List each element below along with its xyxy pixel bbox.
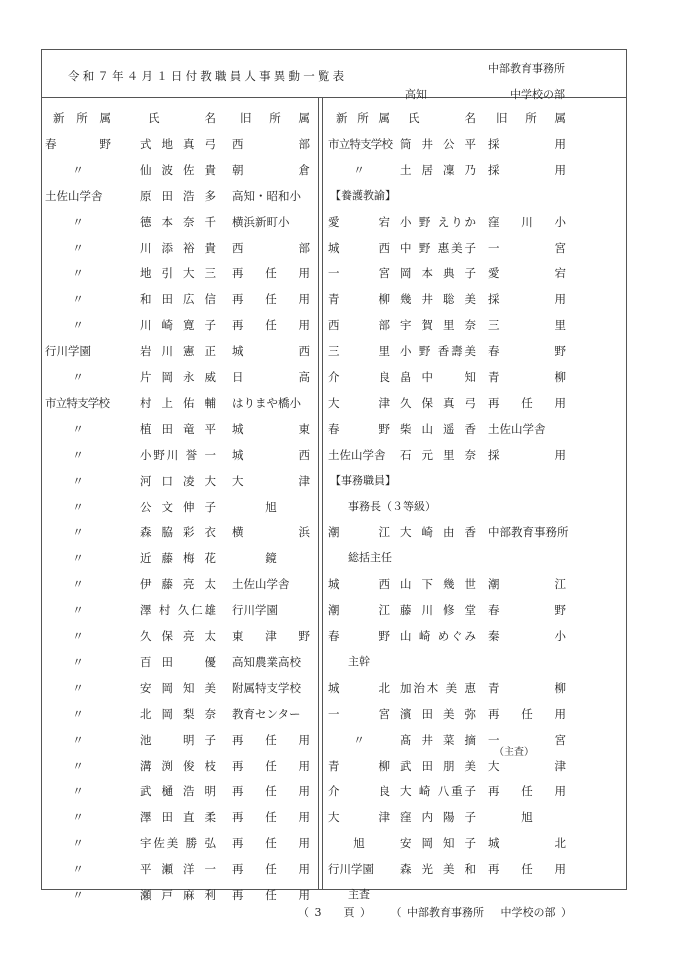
cell-old: 西 部 xyxy=(232,136,310,151)
cell-name: 濱 田 美 弥 xyxy=(400,706,476,721)
cell-new: 大 津 xyxy=(328,395,390,410)
cell-name: 澤 村 久仁雄 xyxy=(140,603,216,618)
cell-name: 大 崎 八重子 xyxy=(400,784,476,799)
cell-new: 〃 xyxy=(72,370,84,384)
cell-old: 再 任 用 xyxy=(488,395,566,410)
cell-name: 宇佐美 勝 弘 xyxy=(140,836,216,851)
cell-name: 森 脇 彩 衣 xyxy=(140,525,216,540)
cell-name: 中 野 惠美子 xyxy=(400,240,476,255)
cell-new: 〃 xyxy=(72,680,84,695)
cell-new: 城 北 xyxy=(328,680,390,695)
table-row xyxy=(0,519,680,545)
cell-old: 採 用 xyxy=(488,136,566,151)
cell-old: 再 任 用 xyxy=(232,758,310,773)
cell-old: 再 任 用 xyxy=(232,292,310,307)
cell-name: 村 上 佑 輔 xyxy=(140,395,216,410)
cell-new: 〃 xyxy=(353,732,365,747)
table-row xyxy=(0,830,680,856)
table-row xyxy=(0,468,680,494)
column-header-new: 新 所 属 xyxy=(336,111,390,125)
table-row xyxy=(0,727,680,758)
cell-new: 行川学園 xyxy=(328,862,374,877)
cell-name: 北 岡 梨 奈 xyxy=(140,706,216,721)
cell-name: 土 居 凜 乃 xyxy=(400,162,476,177)
table-row xyxy=(0,338,680,364)
cell-name: 德 本 奈 千 xyxy=(140,214,216,229)
cell-name: 畠 中 知 xyxy=(400,370,476,384)
school-level: 中学校の部 xyxy=(510,88,565,101)
cell-new: 土佐山学舎 xyxy=(328,447,386,462)
cell-old: 高知農業高校 xyxy=(232,654,301,669)
cell-old: 横 浜 xyxy=(232,525,310,540)
cell-old: 横浜新町小 xyxy=(232,214,290,229)
cell-new: 春 野 xyxy=(328,629,390,643)
cell-old: 高知・昭和小 xyxy=(232,188,301,203)
cell-old: 西 部 xyxy=(232,240,310,255)
table-row xyxy=(0,442,680,468)
cell-new: 〃 xyxy=(72,784,84,799)
cell-old: 青 柳 xyxy=(488,680,566,695)
cell-old: 採 用 xyxy=(488,162,566,177)
cell-old: 再 任 用 xyxy=(232,810,310,825)
cell-old: 行川学園 xyxy=(232,603,278,618)
table-row xyxy=(0,571,680,597)
cell-new: 〃 xyxy=(353,162,365,177)
cell-new: 〃 xyxy=(72,318,84,333)
table-row xyxy=(0,649,680,675)
position-heading: 主幹 xyxy=(348,654,370,668)
table-row xyxy=(0,131,680,157)
cell-old: 再 任 用 xyxy=(232,888,310,902)
cell-new: 潮 江 xyxy=(328,525,390,540)
cell-old: 城 西 xyxy=(232,344,310,359)
table-row xyxy=(0,183,680,209)
cell-name: 式 地 真 弓 xyxy=(140,136,216,151)
table-row xyxy=(0,157,680,183)
cell-new: 〃 xyxy=(72,888,84,902)
cell-old: はりまや橋小 xyxy=(232,395,301,410)
cell-old: 再 任 用 xyxy=(232,318,310,333)
cell-name: 久 保 亮 太 xyxy=(140,629,216,643)
table-row xyxy=(0,260,680,286)
cell-old: 朝 倉 xyxy=(232,162,310,177)
cell-old: 教育センター xyxy=(232,706,301,721)
cell-name: 百 田 優 xyxy=(140,654,216,669)
cell-name: 小 野 えりか xyxy=(400,214,476,229)
footer-label: （ 中部教育事務所 中学校の部 ） xyxy=(390,906,572,919)
cell-name: 植 田 竜 平 xyxy=(140,421,216,436)
table-row xyxy=(0,235,680,261)
cell-old: 城 西 xyxy=(232,447,310,462)
cell-old: 青 柳 xyxy=(488,370,566,384)
cell-new: 〃 xyxy=(72,836,84,851)
document-title: 令和７年４月１日付教職員人事異動一覧表 xyxy=(68,69,348,83)
cell-name: 幾 井 聡 美 xyxy=(400,292,476,307)
cell-new: 介 良 xyxy=(328,370,390,384)
cell-name: 藤 川 修 堂 xyxy=(400,603,476,618)
cell-new: 行川学園 xyxy=(45,344,91,359)
cell-old: 日 高 xyxy=(232,370,310,384)
cell-name: 平 瀬 洋 一 xyxy=(140,862,216,877)
table-row xyxy=(0,312,680,338)
cell-name: 武 田 朋 美 xyxy=(400,758,476,773)
cell-name: 原 田 浩 多 xyxy=(140,188,216,203)
cell-name: 髙 井 菜 摘 xyxy=(400,732,476,747)
cell-new: 大 津 xyxy=(328,810,390,825)
cell-old: 土佐山学舎 xyxy=(232,577,290,592)
column-header-new: 新 所 属 xyxy=(53,111,111,125)
position-heading: 事務長（３等級） xyxy=(348,499,436,513)
cell-new: 〃 xyxy=(72,551,84,566)
cell-name: 瀬 戸 麻 利 xyxy=(140,888,216,902)
cell-new: 春 野 xyxy=(45,136,111,151)
cell-new: 市立特支学校 xyxy=(328,136,393,151)
cell-new: 〃 xyxy=(72,214,84,229)
cell-new: 〃 xyxy=(72,162,84,177)
cell-name: 柴 山 遥 香 xyxy=(400,421,476,436)
table-row xyxy=(0,209,680,235)
cell-new: 〃 xyxy=(72,654,84,669)
table-row xyxy=(0,623,680,649)
cell-new: 〃 xyxy=(72,525,84,540)
cell-old: 再 任 用 xyxy=(232,732,310,747)
cell-new: 青 柳 xyxy=(328,292,390,307)
cell-old: 旭 xyxy=(265,499,277,514)
cell-old: 採 用 xyxy=(488,292,566,307)
cell-new: 〃 xyxy=(72,292,84,307)
cell-new: 〃 xyxy=(72,499,84,514)
table-row xyxy=(0,701,680,727)
cell-new: 〃 xyxy=(72,266,84,281)
cell-old: 三 里 xyxy=(488,318,566,333)
cell-new: 一 宮 xyxy=(328,706,390,721)
column-header-row xyxy=(0,105,680,131)
cell-name: 安 岡 知 子 xyxy=(400,836,476,851)
cell-name: 山 下 幾 世 xyxy=(400,577,476,592)
column-header-old: 旧 所 属 xyxy=(496,111,566,125)
cell-name: 窪 内 陽 子 xyxy=(400,810,476,825)
cell-old: 東 津 野 xyxy=(232,629,310,643)
cell-old: 附属特支学校 xyxy=(232,680,301,695)
cell-name: 小 野 香壽美 xyxy=(400,344,476,359)
cell-new: 愛 宕 xyxy=(328,214,390,229)
cell-name: 岩 川 憲 正 xyxy=(140,344,216,359)
cell-new: 〃 xyxy=(72,629,84,643)
cell-new: 一 宮 xyxy=(328,266,390,281)
cell-old: 潮 江 xyxy=(488,577,566,592)
cell-name: 川 添 裕 貴 xyxy=(140,240,216,255)
table-row xyxy=(0,390,680,416)
page-number: （ 3 頁 ） xyxy=(298,906,371,919)
cell-name: 溝 渕 俊 枝 xyxy=(140,758,216,773)
table-row xyxy=(0,753,680,779)
cell-old: 再 任 用 xyxy=(232,862,310,877)
cell-name: 加治木 美 恵 xyxy=(400,680,476,695)
section-heading: 【事務職員】 xyxy=(330,473,396,487)
cell-new: 旭 xyxy=(353,836,365,851)
column-header-old: 旧 所 属 xyxy=(240,111,310,125)
table-row xyxy=(0,416,680,442)
column-header-name: 氏 名 xyxy=(408,111,476,125)
cell-old: 再 任 用 xyxy=(232,266,310,281)
table-row xyxy=(0,286,680,312)
cell-old: 一 宮 xyxy=(488,732,566,747)
cell-old: 大 津 xyxy=(488,758,566,773)
cell-old: 中部教育事務所 xyxy=(488,525,569,540)
position-heading: 主査 xyxy=(348,888,370,901)
position-heading: 総括主任 xyxy=(348,551,392,565)
cell-new: 〃 xyxy=(72,240,84,255)
cell-name: 小野川 誉 一 xyxy=(140,447,216,462)
cell-old: 土佐山学舎 xyxy=(488,421,546,436)
cell-name: 筒 井 公 平 xyxy=(400,136,476,151)
city-name: 高知 xyxy=(405,88,427,101)
table-row xyxy=(0,494,680,520)
cell-new: 青 柳 xyxy=(328,758,390,773)
column-header-name: 氏 名 xyxy=(148,111,216,125)
cell-name: 河 口 凌 大 xyxy=(140,473,216,488)
cell-name: 岡 本 典 子 xyxy=(400,266,476,281)
cell-old: 鏡 xyxy=(265,551,277,566)
cell-name: 山 崎 めぐみ xyxy=(400,629,476,643)
cell-old: 春 野 xyxy=(488,344,566,359)
table-row xyxy=(0,597,680,623)
cell-old: 城 東 xyxy=(232,421,310,436)
cell-new: 潮 江 xyxy=(328,603,390,618)
table-row xyxy=(0,804,680,830)
cell-new: 〃 xyxy=(72,758,84,773)
cell-old: 秦 小 xyxy=(488,629,566,643)
cell-old: 大 津 xyxy=(232,473,310,488)
cell-old: 一 宮 xyxy=(488,240,566,255)
table-row xyxy=(0,545,680,571)
cell-new: 〃 xyxy=(72,603,84,618)
cell-name: 宇 賀 里 奈 xyxy=(400,318,476,333)
cell-old: 採 用 xyxy=(488,447,566,462)
cell-new: 〃 xyxy=(72,447,84,462)
table-row xyxy=(0,778,680,804)
cell-new: 城 西 xyxy=(328,240,390,255)
cell-name: 片 岡 永 威 xyxy=(140,370,216,384)
cell-new: 〃 xyxy=(72,421,84,436)
cell-name: 公 文 伸 子 xyxy=(140,499,216,514)
cell-old: 旭 xyxy=(521,810,533,825)
cell-new: 土佐山学舎 xyxy=(45,188,103,203)
cell-old: 城 北 xyxy=(488,836,566,851)
cell-name: 久 保 真 弓 xyxy=(400,395,476,410)
cell-new: 市立特支学校 xyxy=(45,395,110,410)
cell-name: 大 崎 由 香 xyxy=(400,525,476,540)
office-name: 中部教育事務所 xyxy=(488,62,565,75)
cell-old: 再 任 用 xyxy=(488,706,566,721)
table-row xyxy=(0,364,680,390)
cell-old: 再 任 用 xyxy=(488,784,566,799)
cell-old: 春 野 xyxy=(488,603,566,618)
cell-name: 伊 藤 亮 太 xyxy=(140,577,216,592)
cell-name: 池 明 子 xyxy=(140,732,216,747)
cell-name: 石 元 里 奈 xyxy=(400,447,476,462)
cell-new: 三 里 xyxy=(328,344,390,359)
cell-new: 〃 xyxy=(72,473,84,488)
cell-new: 〃 xyxy=(72,577,84,592)
cell-name: 川 崎 寛 子 xyxy=(140,318,216,333)
cell-name: 安 岡 知 美 xyxy=(140,680,216,695)
table-row xyxy=(0,675,680,701)
cell-old: 愛 宕 xyxy=(488,266,566,281)
cell-name: 仙 波 佐 貴 xyxy=(140,162,216,177)
cell-old: 再 任 用 xyxy=(232,784,310,799)
cell-name: 和 田 広 信 xyxy=(140,292,216,307)
cell-new: 城 西 xyxy=(328,577,390,592)
section-heading: 【養護教諭】 xyxy=(330,188,396,202)
cell-name: 澤 田 直 柔 xyxy=(140,810,216,825)
cell-new: 春 野 xyxy=(328,421,390,436)
cell-new: 〃 xyxy=(72,810,84,825)
cell-name: 武 樋 浩 明 xyxy=(140,784,216,799)
cell-new: 〃 xyxy=(72,732,84,747)
cell-new: 〃 xyxy=(72,706,84,721)
cell-old: 窪 川 小 xyxy=(488,214,566,229)
table-row xyxy=(0,856,680,882)
cell-new: 介 良 xyxy=(328,784,390,799)
cell-old: 再 任 用 xyxy=(488,862,566,877)
cell-name: 森 光 美 和 xyxy=(400,862,476,877)
cell-name: 地 引 大 三 xyxy=(140,266,216,281)
position-note: （主査） xyxy=(494,746,534,758)
cell-old: 再 任 用 xyxy=(232,836,310,851)
page-footer xyxy=(298,904,572,920)
cell-name: 近 藤 梅 花 xyxy=(140,551,216,566)
cell-new: 〃 xyxy=(72,862,84,877)
cell-new: 西 部 xyxy=(328,318,390,333)
